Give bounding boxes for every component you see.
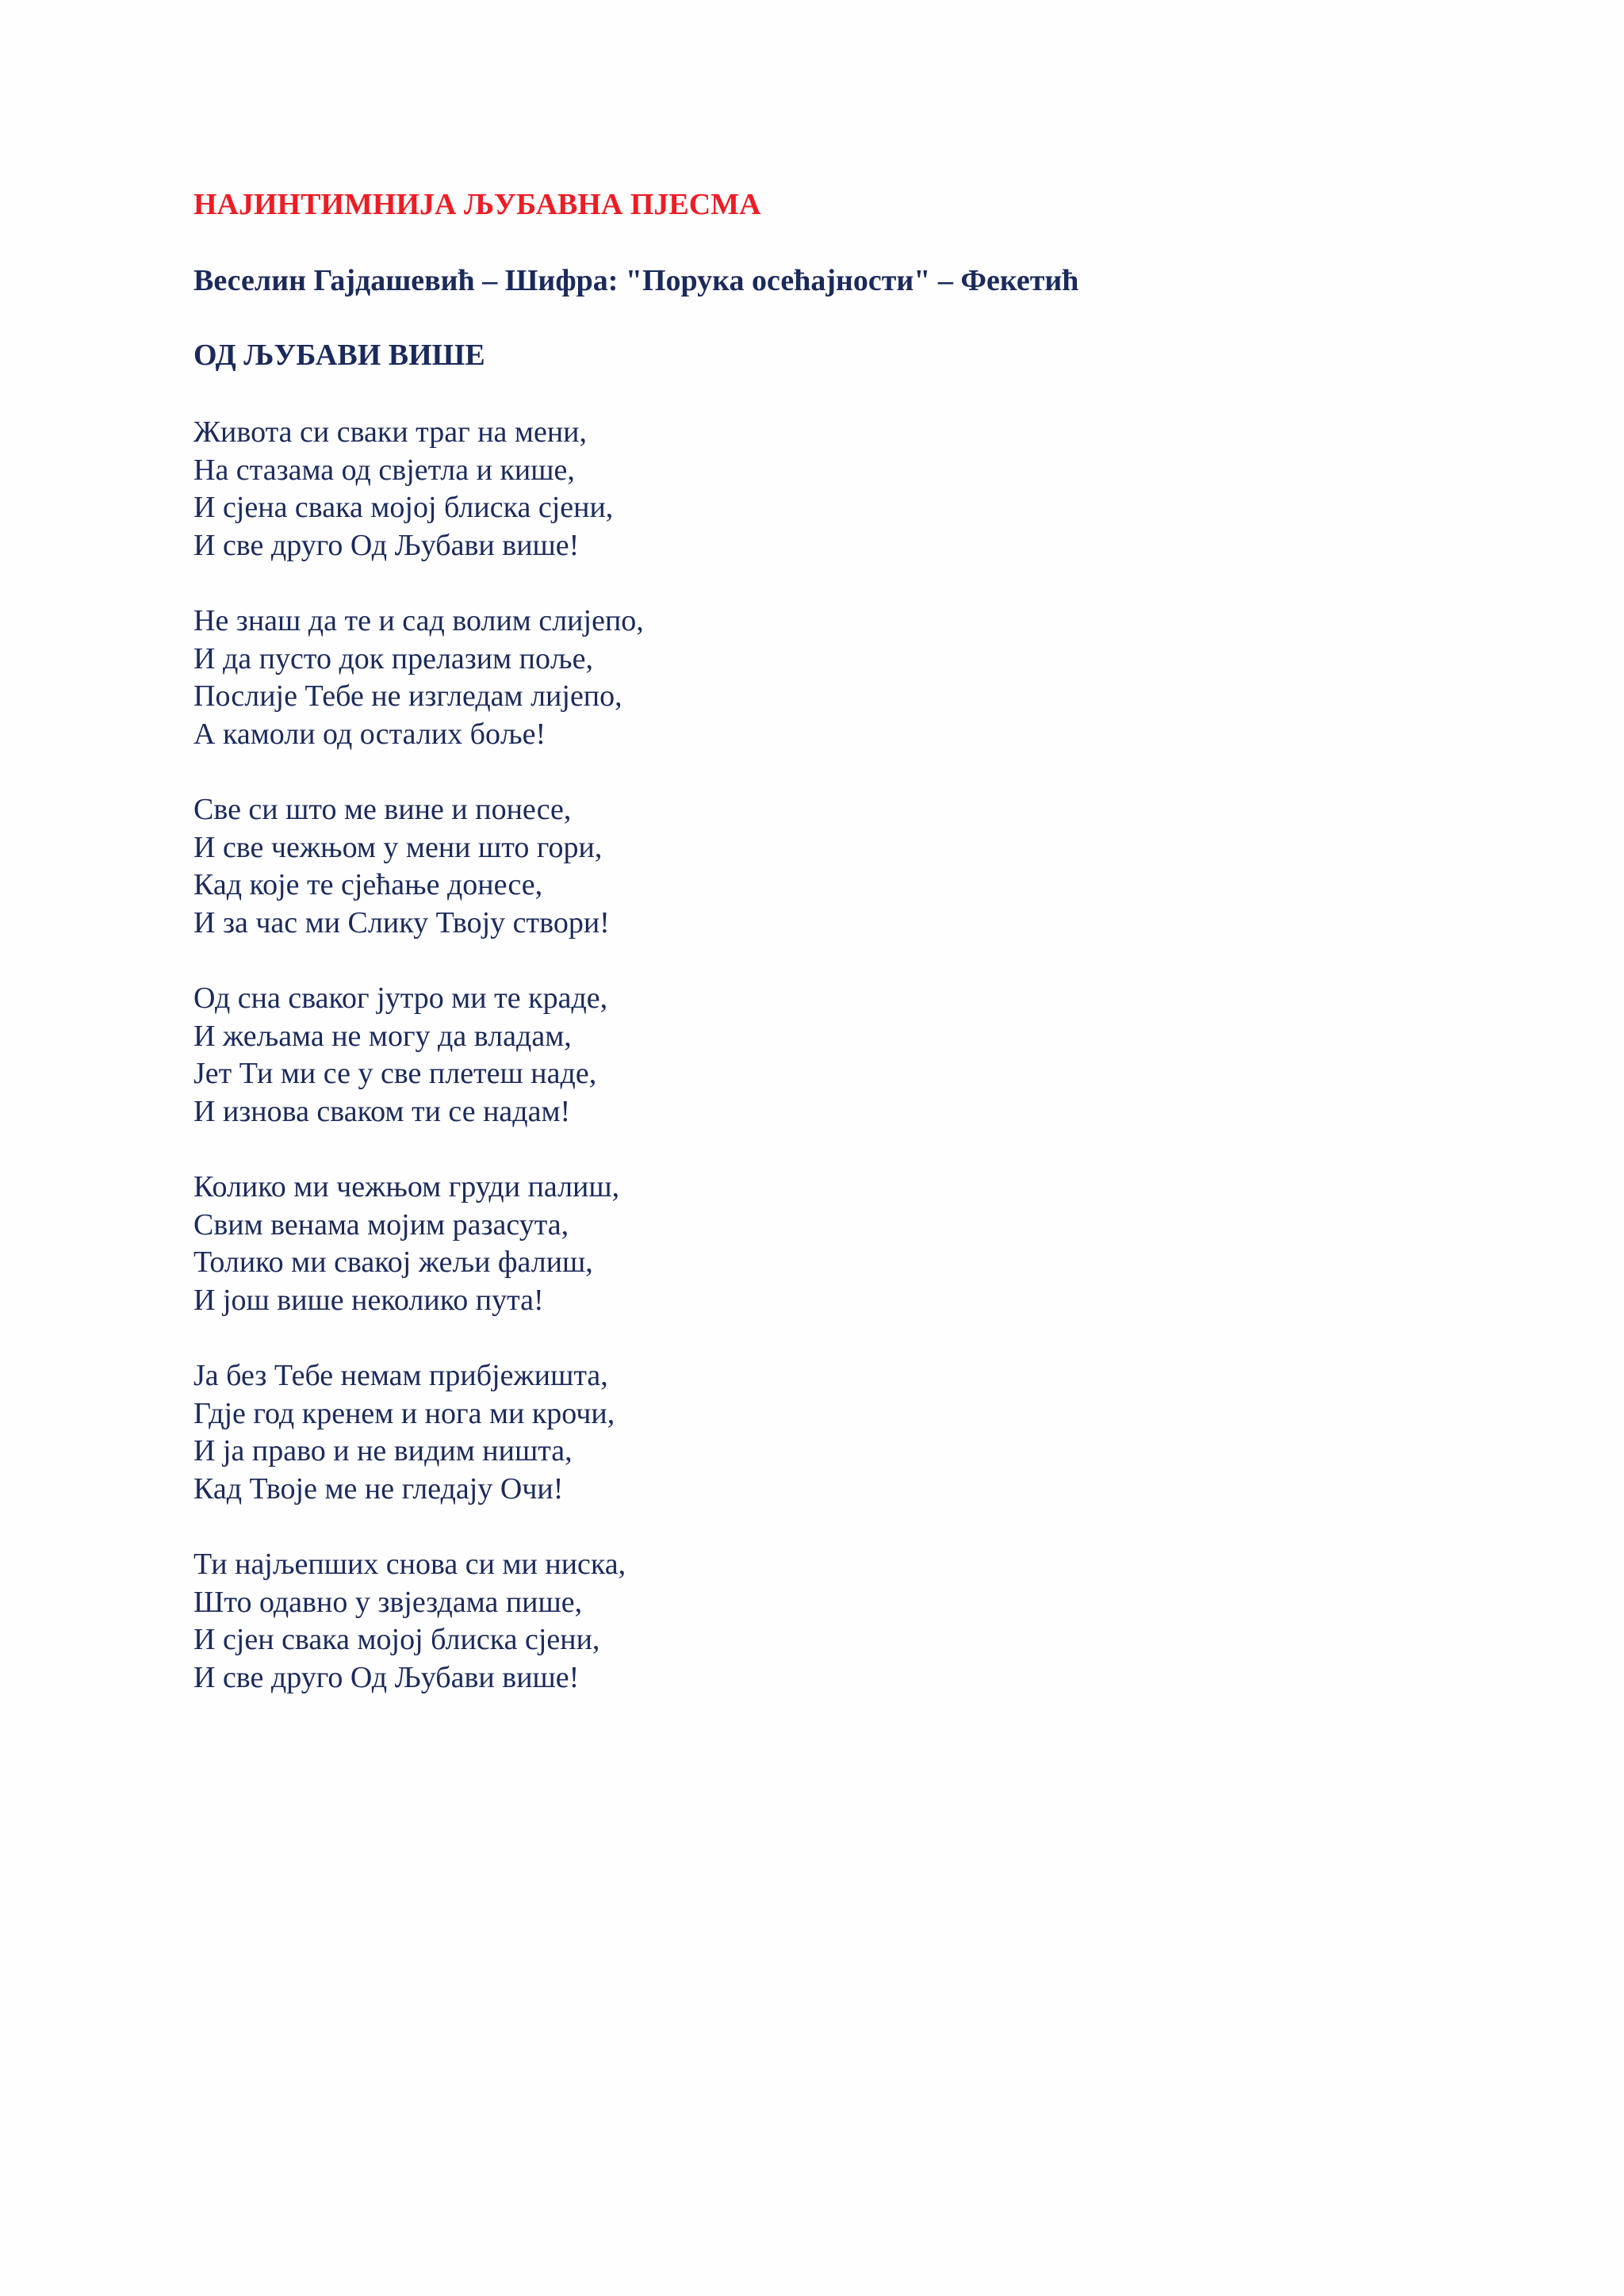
stanza bbox=[193, 1169, 1494, 1319]
poem-line: И ја право и не видим ништа, bbox=[193, 1434, 573, 1468]
poem-line: И да пусто док прелазим поље, bbox=[193, 641, 594, 675]
stanza bbox=[193, 980, 1494, 1131]
poem-line: Ти најљепших снова си ми ниска, bbox=[193, 1548, 626, 1581]
poem-line: И сјен свака мојој блиска сјени, bbox=[193, 1623, 600, 1656]
poem-line: Што одавно у звјездама пише, bbox=[193, 1585, 583, 1619]
stanza bbox=[193, 791, 1494, 942]
document-content bbox=[193, 186, 1494, 1735]
poem-line: Толико ми свакој жељи фалиш, bbox=[193, 1246, 593, 1279]
poem-line: Гдје год кренем и нога ми крочи, bbox=[193, 1396, 615, 1430]
poem-line: Не знаш да те и сад волим слијепо, bbox=[193, 604, 644, 637]
poem-line: Колико ми чежњом груди палиш, bbox=[193, 1170, 620, 1203]
poem-line: На стазама од свјетла и кише, bbox=[193, 453, 575, 487]
poem-line: Све си што ме вине и понесе, bbox=[193, 793, 572, 826]
poem-line: Кад које те сјећање донесе, bbox=[193, 868, 543, 901]
document-heading: НАЈИНТИМНИЈА ЉУБАВНА ПЈЕСМА bbox=[193, 188, 761, 221]
stanza bbox=[193, 603, 1494, 753]
stanza bbox=[193, 1357, 1494, 1508]
poem-title: ОД ЉУБАВИ ВИШЕ bbox=[193, 339, 485, 372]
poem-line: И још више неколико пута! bbox=[193, 1283, 544, 1317]
stanza bbox=[193, 1546, 1494, 1697]
poem-line: И све чежњом у мени што гори, bbox=[193, 830, 603, 864]
poem-line: Свим венама мојим разасута, bbox=[193, 1207, 569, 1242]
poem-line: Јет Ти ми се у све плетеш наде, bbox=[193, 1057, 597, 1090]
poem-line: И жељама не могу да владам, bbox=[193, 1019, 572, 1053]
poem-line: Од сна сваког јутро ми те краде, bbox=[193, 982, 608, 1015]
author-byline: Веселин Гајдашевић – Шифра: "Порука осећајности" – Фекетић bbox=[193, 264, 1079, 297]
poem-line: И све друго Од Љубави више! bbox=[193, 528, 580, 562]
poem-line: Живота си сваки траг на мени, bbox=[193, 415, 587, 449]
poem-line: Кад Твоје ме не гледају Очи! bbox=[193, 1471, 564, 1506]
poem-line: И за час ми Слику Твоју створи! bbox=[193, 905, 610, 939]
poem-line: Послије Тебе не изгледам лијепо, bbox=[193, 679, 622, 713]
poem-line: А камоли од осталих боље! bbox=[193, 717, 546, 751]
poem-line: И сјена свака мојој блиска сјени, bbox=[193, 491, 614, 524]
poem-line: Ја без Тебе немам прибјежишта, bbox=[193, 1359, 608, 1392]
poem-line: И све друго Од Љубави више! bbox=[193, 1660, 580, 1694]
poem-line: И изнова сваком ти се надам! bbox=[193, 1094, 571, 1128]
stanza bbox=[193, 414, 1494, 564]
